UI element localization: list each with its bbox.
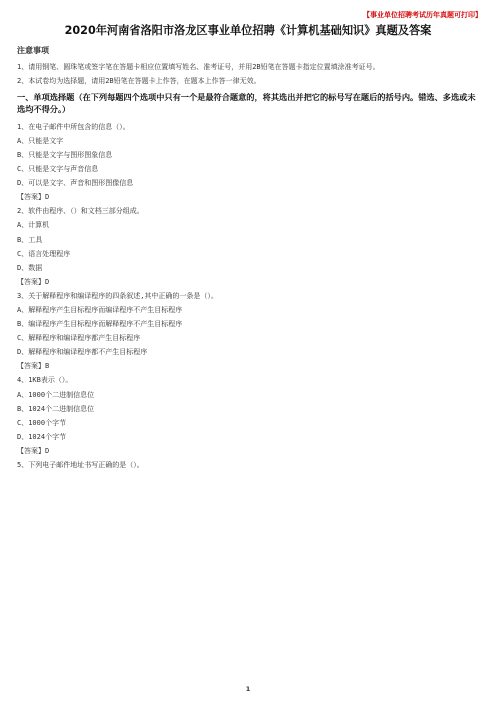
- question-stem: 3、关于解释程序和编译程序的四条叙述,其中正确的一条是（）。: [17, 291, 218, 300]
- answer: 【答案】D: [17, 193, 50, 202]
- option: A、解释程序产生目标程序而编译程序不产生目标程序: [17, 306, 183, 314]
- option: D、1024个字节: [17, 432, 67, 441]
- option: C、语言处理程序: [17, 249, 71, 258]
- question-stem: 4、1KB表示（）。: [17, 376, 73, 385]
- notice-item: 2、本试卷均为选择题，请用2B铅笔在答题卡上作答，在题本上作答一律无效。: [17, 76, 261, 85]
- answer: 【答案】D: [17, 446, 50, 455]
- question-stem: 1、在电子邮件中所包含的信息（）。: [17, 122, 130, 131]
- question-1: [17, 120, 483, 205]
- question-4: [17, 373, 483, 458]
- question-stem: 5、下列电子邮件地址书写正确的是（）。: [17, 461, 144, 470]
- notice-heading: 注意事项: [17, 46, 49, 55]
- header-banner: 【事业单位招聘考试历年真题可打印】: [363, 11, 482, 19]
- option: C、只能是文字与声音信息: [17, 165, 99, 174]
- option: C、1000个字节: [17, 418, 67, 427]
- document-title: 2020年河南省洛阳市洛龙区事业单位招聘《计算机基础知识》真题及答案: [64, 24, 432, 37]
- option: B、1024个二进制信息位: [17, 404, 95, 413]
- notice-item: 1、请用钢笔、圆珠笔或签字笔在答题卡相应位置填写姓名、准考证号，并用2B铅笔在答题卡指定位置填涂准考证号。: [17, 63, 380, 71]
- page-number: 1: [245, 685, 251, 693]
- option: D、解释程序和编译程序都不产生目标程序: [17, 348, 148, 357]
- option: B、编译程序产生目标程序而解释程序不产生目标程序: [17, 320, 183, 329]
- document-body: [17, 41, 483, 472]
- answer: 【答案】D: [17, 277, 50, 286]
- option: A、只能是文字: [17, 136, 64, 145]
- question-3: [17, 289, 483, 374]
- option: B、只能是文字与图形图象信息: [17, 150, 113, 159]
- option: A、计算机: [17, 221, 50, 230]
- option: A、1000个二进制信息位: [17, 390, 95, 399]
- option: C、解释程序和编译程序都产生目标程序: [17, 334, 141, 343]
- question-2: [17, 204, 483, 289]
- section-heading: 一、单项选择题（在下列每题四个选项中只有一个是最符合题意的，将其选出并把它的标号写在题后的括号内。错选、多选或未选均不得分。）: [17, 91, 476, 115]
- option: B、工具: [17, 235, 43, 244]
- answer: 【答案】B: [17, 362, 50, 371]
- option: D、可以是文字、声音和图形图像信息: [17, 179, 134, 188]
- question-stem: 2、软件由程序、（）和文档三部分组成。: [17, 207, 144, 216]
- question-5: [17, 458, 483, 472]
- option: D、数据: [17, 263, 43, 272]
